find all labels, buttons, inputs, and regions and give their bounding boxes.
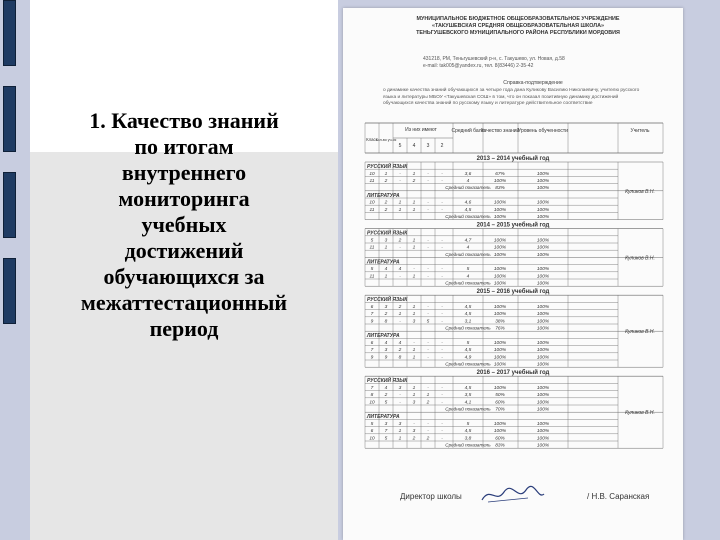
row-value: 5 — [384, 400, 388, 406]
summary-quality: 70% — [495, 407, 505, 413]
row-value: 100% — [536, 179, 550, 184]
row-value: - — [441, 171, 443, 177]
row-value: - — [441, 436, 443, 442]
row-value: - — [441, 238, 443, 244]
row-value: 100% — [536, 319, 550, 325]
year-label: 2016 – 2017 учебный год — [476, 370, 550, 377]
row-value: 100% — [493, 348, 507, 354]
row-value: 1 — [398, 207, 402, 213]
teacher-name: Куликов В.Н. — [625, 255, 655, 262]
decor-bar-4 — [3, 258, 16, 324]
row-value: 38% — [495, 319, 505, 325]
row-value: 3 — [412, 429, 416, 435]
row-value: 3 — [412, 319, 416, 325]
row-value: 4,7 — [464, 238, 472, 244]
row-value: - — [399, 245, 401, 251]
summary-label: Средний показатель — [445, 280, 491, 286]
summary-label: Средний показатель — [445, 214, 491, 219]
row-value: - — [427, 200, 429, 206]
summary-quality: 83% — [495, 186, 505, 192]
row-value: - — [413, 422, 415, 427]
row-value: 100% — [536, 400, 550, 406]
row-value: 3,8 — [464, 436, 472, 442]
summary-level: 100% — [536, 407, 550, 413]
document-org-header: МУНИЦИПАЛЬНОЕ БЮДЖЕТНОЕ ОБЩЕОБРАЗОВАТЕЛЬНОЕ УЧРЕЖДЕНИЕ «ТАКУШЕВСКАЯ СРЕДНЯЯ ОБЩЕОБРАЗОВАТЕЛЬНАЯ ШКОЛА» ТЕНЬГУШЕВСКОГО МУНИЦИПАЛЬНОГО РАЙОНА РЕСПУБЛИКИ МОРДОВИЯ — [416, 16, 620, 36]
summary-label: Средний показатель — [445, 442, 491, 448]
row-value: 4,5 — [464, 348, 472, 354]
row-value: 100% — [536, 386, 550, 391]
row-value: - — [427, 238, 429, 244]
row-value: 3,1 — [464, 319, 472, 325]
row-value: 67% — [495, 171, 505, 177]
row-value: - — [441, 274, 443, 280]
row-value: 100% — [536, 238, 550, 244]
header-avg: Средний балл — [451, 128, 485, 134]
row-value: - — [441, 179, 443, 184]
summary-level: 100% — [536, 252, 550, 258]
row-value: 5 — [466, 267, 470, 273]
row-value: 100% — [493, 238, 507, 244]
row-value: - — [441, 386, 443, 391]
row-value: 1 — [412, 393, 416, 399]
row-value: 100% — [493, 207, 507, 213]
row-value: - — [427, 348, 429, 354]
row-value: 4 — [384, 267, 388, 273]
row-value: 1 — [412, 312, 416, 318]
row-value: - — [427, 355, 429, 361]
row-value: - — [441, 400, 443, 406]
row-value: 100% — [493, 355, 507, 361]
row-value: - — [441, 319, 443, 325]
row-value: 3 — [384, 348, 388, 354]
row-value: 4,5 — [464, 207, 472, 213]
row-value: - — [413, 267, 415, 273]
row-value: - — [441, 355, 443, 361]
summary-label: Средний показатель — [445, 251, 491, 257]
year-label: 2015 – 2016 учебный год — [476, 289, 550, 296]
row-value: - — [427, 305, 429, 310]
row-value: 100% — [536, 422, 550, 427]
row-value: 9 — [370, 355, 374, 361]
row-value: 2 — [398, 238, 402, 244]
row-value: 4,5 — [464, 386, 472, 391]
teacher-name: Куликов В.Н. — [625, 410, 655, 417]
row-value: - — [441, 267, 443, 273]
row-value: 100% — [493, 386, 507, 391]
row-value: 5 — [466, 341, 470, 346]
row-value: - — [441, 393, 443, 399]
subject-name: РУССКИЙ ЯЗЫК — [367, 297, 408, 304]
row-value: 1 — [412, 207, 416, 213]
summary-quality: 100% — [493, 281, 507, 287]
summary-label: Средний показатель — [445, 361, 491, 367]
row-value: 100% — [536, 312, 550, 318]
row-value: 1 — [398, 436, 402, 442]
decor-bar-1 — [3, 0, 16, 66]
row-value: 3 — [398, 386, 402, 391]
row-value: - — [413, 341, 415, 346]
row-value: 2 — [398, 348, 402, 354]
row-value: 100% — [536, 348, 550, 354]
row-value: 3,6 — [464, 171, 472, 177]
row-value: - — [399, 400, 401, 406]
row-value: 2 — [398, 305, 402, 310]
year-label: 2013 – 2014 учебный год — [476, 156, 550, 162]
row-value: 1 — [398, 429, 402, 435]
row-value: - — [399, 393, 401, 399]
row-value: 1 — [412, 245, 416, 251]
row-value: - — [441, 200, 443, 206]
subject-name: РУССКИЙ ЯЗЫК — [367, 164, 408, 170]
row-value: 100% — [536, 207, 550, 213]
signer-role: Директор школы — [400, 492, 462, 501]
summary-label: Средний показатель — [445, 406, 491, 412]
summary-level: 100% — [536, 215, 550, 220]
row-value: 2 — [426, 400, 430, 406]
row-value: 11 — [369, 179, 375, 184]
row-value: - — [399, 179, 401, 184]
row-value: 2 — [384, 312, 388, 318]
row-value: 2 — [384, 393, 388, 399]
row-value: 100% — [493, 312, 507, 318]
row-value: 100% — [493, 267, 507, 273]
row-value: 100% — [493, 245, 507, 251]
row-value: - — [427, 422, 429, 427]
summary-quality: 76% — [495, 326, 505, 332]
subject-name: ЛИТЕРАТУРА — [367, 259, 400, 266]
row-value: 3,5 — [464, 393, 472, 399]
row-value: 10 — [369, 436, 375, 442]
summary-quality: 83% — [495, 443, 505, 449]
row-value: 2 — [384, 179, 388, 184]
row-value: 1 — [412, 355, 416, 361]
row-value: 4 — [384, 341, 388, 346]
summary-quality: 100% — [493, 252, 507, 258]
row-value: - — [427, 274, 429, 280]
row-value: 100% — [493, 179, 507, 184]
summary-level: 100% — [536, 281, 550, 287]
row-value: 4,5 — [464, 305, 472, 310]
row-value: 3 — [384, 422, 388, 427]
row-value: 6 — [370, 429, 374, 435]
header-count: Кол-во уч-ся — [375, 138, 397, 142]
subject-name: ЛИТЕРАТУРА — [367, 414, 400, 421]
row-value: 4,9 — [464, 355, 472, 361]
row-value: 11 — [369, 207, 375, 213]
row-value: 10 — [369, 200, 375, 206]
row-value: - — [427, 207, 429, 213]
header-level: Уровень обученности — [518, 128, 568, 134]
handwritten-signature — [478, 484, 548, 506]
document-cert-text: о динамике качества знаний обучающихся за четыре года дана Куликову Василию Николаевичу, учителю русского языка и литературы МБОУ «Такушевская СОШ» в том, что он показал позитивную динамику достижений обучающихся качества знаний по русскому языку и литературе действительное соответствие — [383, 88, 640, 106]
summary-label: Средний показатель — [445, 185, 491, 191]
row-value: - — [441, 422, 443, 427]
row-value: 7 — [370, 312, 374, 318]
right-edge-band — [690, 0, 720, 540]
row-value: 4 — [466, 179, 470, 184]
row-value: - — [399, 171, 401, 177]
results-table — [343, 8, 683, 488]
row-value: 3 — [398, 422, 402, 427]
header-mark: 4 — [412, 143, 416, 149]
row-value: 4,6 — [464, 200, 472, 206]
row-value: 4,5 — [464, 429, 472, 435]
row-value: 60% — [495, 400, 505, 406]
row-value: 11 — [369, 274, 375, 280]
row-value: 60% — [495, 436, 505, 442]
row-value: - — [427, 429, 429, 435]
summary-level: 100% — [536, 326, 550, 332]
row-value: 4 — [466, 274, 470, 280]
row-value: 4 — [398, 267, 402, 273]
subject-name: РУССКИЙ ЯЗЫК — [367, 378, 408, 385]
year-label: 2014 – 2015 учебный год — [476, 222, 550, 229]
row-value: - — [427, 267, 429, 273]
row-value: 1 — [412, 200, 416, 206]
row-value: - — [441, 348, 443, 354]
row-value: - — [427, 245, 429, 251]
row-value: 1 — [398, 312, 402, 318]
signer-name: / Н.В. Саранская — [587, 492, 650, 501]
row-value: 100% — [536, 274, 550, 280]
summary-level: 100% — [536, 443, 550, 449]
row-value: 2 — [412, 179, 416, 184]
row-value: 100% — [536, 436, 550, 442]
row-value: 4 — [466, 245, 470, 251]
row-value: 100% — [536, 355, 550, 361]
header-mark: 3 — [426, 143, 430, 149]
row-value: - — [399, 274, 401, 280]
row-value: 3 — [384, 238, 388, 244]
decor-bar-3 — [3, 172, 16, 238]
row-value: 5 — [370, 238, 374, 244]
header-of-them: Из них имеют — [405, 127, 437, 133]
row-value: - — [427, 312, 429, 318]
header-quality: Качество знаний — [480, 128, 520, 134]
row-value: 8 — [398, 355, 402, 361]
teacher-name: Куликов В.Н. — [625, 188, 655, 195]
row-value: 100% — [536, 171, 550, 177]
row-value: 11 — [369, 245, 375, 251]
row-value: 2 — [384, 207, 388, 213]
row-value: 4,1 — [464, 400, 472, 406]
row-value: 100% — [536, 341, 550, 346]
row-value: 9 — [370, 319, 374, 325]
row-value: 100% — [493, 200, 507, 206]
row-value: 3 — [384, 305, 388, 310]
row-value: 5 — [370, 267, 374, 273]
document-cert-title: Справка-подтверждение — [503, 80, 563, 86]
row-value: 100% — [493, 429, 507, 435]
row-value: 50% — [495, 393, 505, 399]
row-value: 5 — [466, 422, 470, 427]
row-value: - — [441, 312, 443, 318]
row-value: - — [441, 305, 443, 310]
row-value: - — [427, 341, 429, 346]
row-value: 100% — [536, 393, 550, 399]
summary-quality: 100% — [493, 362, 507, 368]
row-value: 2 — [426, 436, 430, 442]
row-value: 10 — [369, 171, 375, 177]
row-value: 1 — [384, 245, 388, 251]
row-value: 3 — [412, 400, 416, 406]
summary-level: 100% — [536, 186, 550, 192]
header-mark: 2 — [440, 143, 444, 149]
row-value: - — [441, 429, 443, 435]
teacher-name: Куликов В.Н. — [625, 329, 655, 336]
row-value: 1 — [412, 274, 416, 280]
row-value: 6 — [370, 341, 374, 346]
row-value: 2 — [384, 200, 388, 206]
subject-name: ЛИТЕРАТУРА — [367, 192, 400, 199]
row-value: 100% — [493, 341, 507, 346]
row-value: 5 — [370, 422, 374, 427]
row-value: 6 — [370, 305, 374, 310]
row-value: 5 — [384, 436, 388, 442]
row-value: 100% — [493, 305, 507, 310]
row-value: 4,5 — [464, 312, 472, 318]
row-value: - — [427, 171, 429, 177]
row-value: - — [427, 179, 429, 184]
subject-name: ЛИТЕРАТУРА — [367, 333, 400, 340]
row-value: 100% — [536, 245, 550, 251]
row-value: - — [427, 386, 429, 391]
row-value: - — [399, 319, 401, 325]
row-value: 7 — [370, 348, 374, 354]
row-value: - — [441, 207, 443, 213]
row-value: 1 — [412, 305, 416, 310]
row-value: - — [441, 341, 443, 346]
row-value: - — [441, 245, 443, 251]
row-value: 7 — [384, 429, 388, 435]
row-value: 2 — [412, 436, 416, 442]
row-value: 1 — [398, 200, 402, 206]
row-value: 1 — [384, 171, 388, 177]
row-value: 1 — [412, 348, 416, 354]
header-mark: 5 — [398, 143, 402, 149]
row-value: 8 — [370, 393, 374, 399]
row-value: 1 — [384, 274, 388, 280]
decor-bar-2 — [3, 86, 16, 152]
row-value: 7 — [370, 386, 374, 391]
row-value: 1 — [412, 171, 416, 177]
row-value: 4 — [384, 386, 388, 391]
row-value: 100% — [536, 429, 550, 435]
slide-title: 1. Качество знаний по итогам внутреннего мониторинга учебных достижений обучающихся за межаттестационный период — [80, 108, 288, 341]
summary-label: Средний показатель — [445, 325, 491, 331]
header-teacher: Учитель — [630, 128, 650, 134]
row-value: 100% — [536, 200, 550, 206]
summary-level: 100% — [536, 362, 550, 368]
document-address: 431218, РМ, Теньгушевский р-н, с. Такушево, ул. Новая, д.58 e-mail: tak005@yandex.ru, тел. 8(83446) 2-35-42 — [423, 56, 565, 69]
row-value: 8 — [384, 319, 388, 325]
row-value: 100% — [493, 274, 507, 280]
row-value: 4 — [398, 341, 402, 346]
row-value: 1 — [426, 393, 430, 399]
row-value: 9 — [384, 355, 388, 361]
row-value: 100% — [493, 422, 507, 427]
row-value: 100% — [536, 305, 550, 310]
row-value: 1 — [412, 386, 416, 391]
summary-quality: 100% — [493, 215, 507, 220]
subject-name: РУССКИЙ ЯЗЫК — [367, 230, 408, 237]
row-value: 5 — [426, 319, 430, 325]
header-class: Класс — [366, 137, 378, 142]
row-value: 1 — [412, 238, 416, 244]
row-value: 10 — [369, 400, 375, 406]
row-value: 100% — [536, 267, 550, 273]
